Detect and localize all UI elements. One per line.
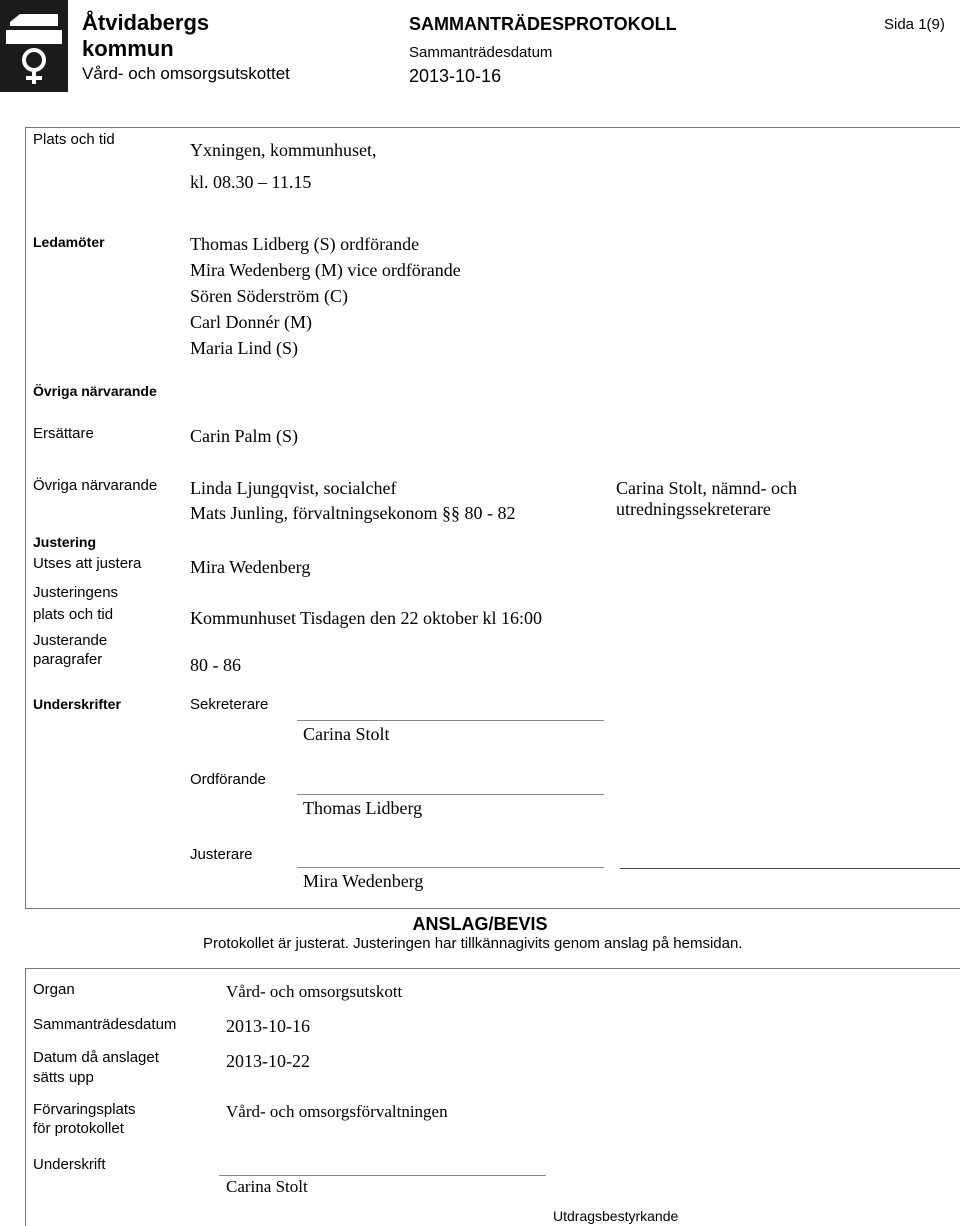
posted-label1: Datum då anslaget [33, 1049, 159, 1066]
signer-name: Carina Stolt [226, 1177, 308, 1196]
member-3: Sören Söderström (C) [190, 286, 348, 306]
municipality-logo [0, 0, 68, 92]
others-right1: Carina Stolt, nämnd- och [616, 478, 797, 498]
member-1: Thomas Lidberg (S) ordförande [190, 234, 420, 254]
justering-place-label2: plats och tid [33, 606, 114, 623]
page-number: Sida 1(9) [884, 16, 945, 33]
extract-certified-label: Utdragsbestyrkande [553, 1208, 679, 1224]
notice-date-label: Sammanträdesdatum [33, 1016, 177, 1033]
member-2: Mira Wedenberg (M) vice ordförande [190, 260, 461, 280]
secretary-name: Carina Stolt [303, 724, 390, 744]
justering-place-label1: Justeringens [33, 584, 119, 601]
organ-value: Vård- och omsorgsutskott [226, 982, 403, 1001]
org-committee: Vård- och omsorgsutskottet [82, 64, 290, 83]
place-line1: Yxningen, kommunhuset, [190, 140, 377, 160]
chair-name: Thomas Lidberg [303, 798, 423, 818]
posted-value: 2013-10-22 [226, 1051, 310, 1071]
others-line2: Mats Junling, förvaltningsekonom §§ 80 - 82 [190, 503, 516, 523]
notice-title: ANSLAG/BEVIS [412, 914, 548, 934]
notice-signature-line [219, 1175, 546, 1176]
document-title: SAMMANTRÄDESPROTOKOLL [409, 14, 677, 34]
notice-frame [25, 968, 960, 1226]
organ-label: Organ [33, 981, 75, 998]
notice-date-value: 2013-10-16 [226, 1016, 310, 1036]
posted-label2: sätts upp [33, 1069, 94, 1086]
storage-value: Vård- och omsorgsförvaltningen [226, 1102, 448, 1121]
others-heading: Övriga närvarande [33, 383, 157, 399]
paragraphs-label2: paragrafer [33, 651, 103, 668]
others-label: Övriga närvarande [33, 477, 158, 494]
signature-label: Underskrift [33, 1156, 106, 1173]
coat-of-arms-icon [0, 0, 68, 92]
substitute-label: Ersättare [33, 425, 94, 442]
paragraphs-value: 80 - 86 [190, 655, 241, 675]
paragraphs-label1: Justerande [33, 632, 108, 649]
notice-text: Protokollet är justerat. Justeringen har tillkännagivits genom anslag på hemsidan. [203, 935, 743, 952]
org-name: Åtvidabergs kommun [82, 10, 210, 61]
others-line1: Linda Ljungqvist, socialchef [190, 478, 397, 498]
justering-heading: Justering [33, 534, 97, 550]
storage-label2: för protokollet [33, 1120, 124, 1137]
place-line2: kl. 08.30 – 11.15 [190, 172, 312, 192]
storage-label1: Förvaringsplats [33, 1101, 136, 1118]
substitute-value: Carin Palm (S) [190, 426, 298, 446]
others-right2: utredningssekreterare [616, 499, 771, 519]
meeting-date-label: Sammanträdesdatum [409, 44, 553, 61]
meeting-date: 2013-10-16 [409, 66, 502, 86]
chair-label: Ordförande [190, 771, 266, 788]
signatures-heading: Underskrifter [33, 696, 121, 712]
member-4: Carl Donnér (M) [190, 312, 312, 332]
second-adjuster-signature-line [620, 868, 960, 869]
adjuster-label: Justerare [190, 846, 253, 863]
justering-place-value: Kommunhuset Tisdagen den 22 oktober kl 16:00 [190, 608, 542, 628]
member-5: Maria Lind (S) [190, 338, 298, 358]
members-label: Ledamöter [33, 234, 105, 250]
secretary-label: Sekreterare [190, 696, 269, 713]
appointed-value: Mira Wedenberg [190, 557, 311, 577]
adjuster-name: Mira Wedenberg [303, 871, 424, 891]
appointed-label: Utses att justera [33, 555, 142, 572]
place-label: Plats och tid [33, 131, 115, 148]
